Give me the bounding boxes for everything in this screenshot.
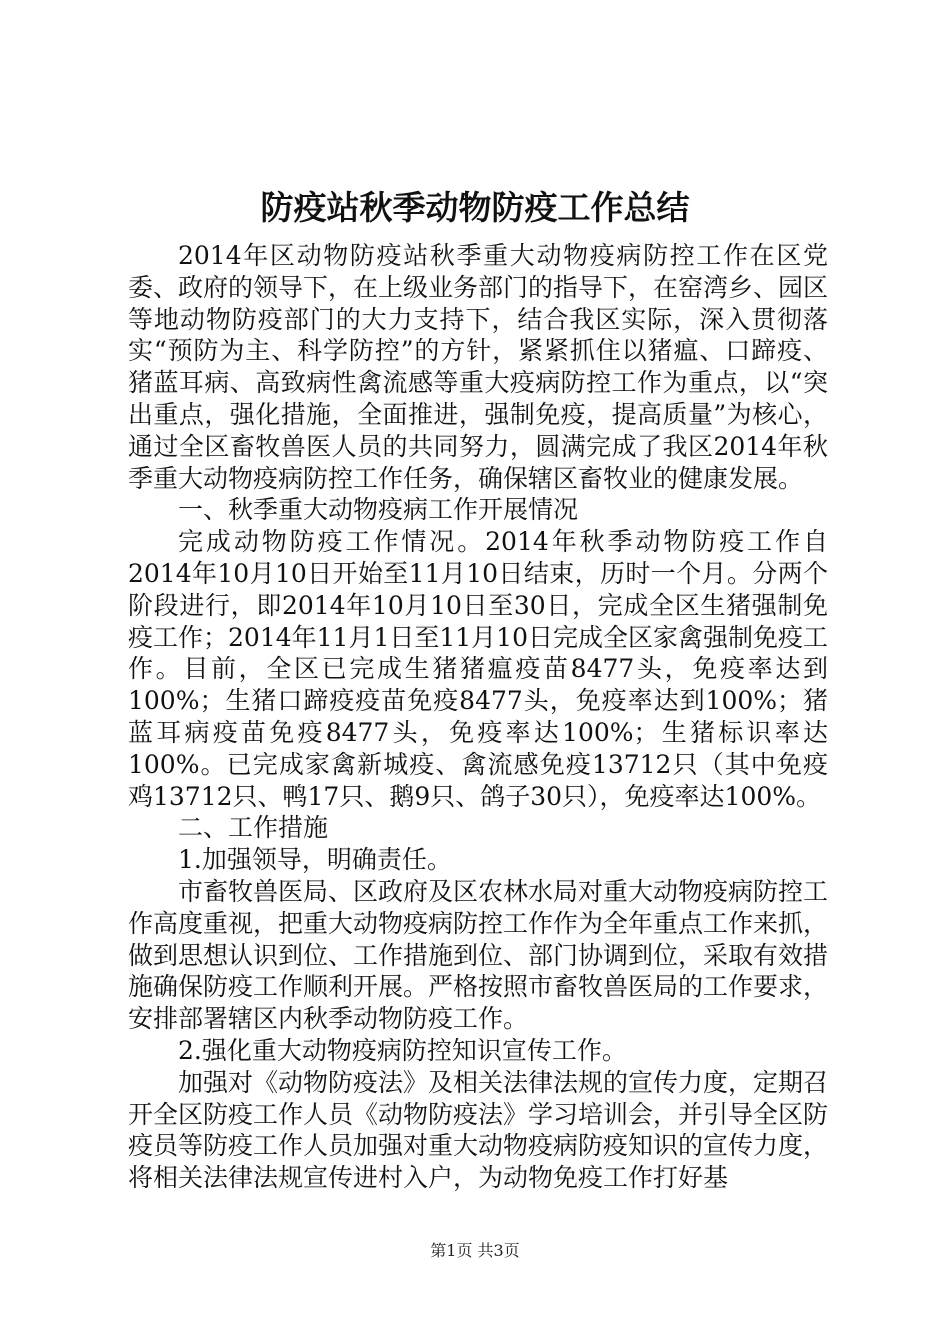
page-indicator: 第1页 共3页 [430,1241,520,1260]
subheading-leadership: 1.加强领导，明确责任。 [178,845,452,875]
section-heading-2: 二、工作措施 [178,813,329,843]
section-heading-1: 一、秋季重大动物疫病工作开展情况 [178,495,579,525]
document-body [128,240,828,1194]
paragraph-intro: 2014年区动物防疫站秋季重大动物疫病防控工作在区党委、政府的领导下，在上级业务部门的指导下，在窑湾乡、园区等地动物防疫部门的大力支持下，结合我区实际，深入贯彻落实“预防为主、科学防控”的方针，紧紧抓住以猪瘟、口蹄疫、猪蓝耳病、高致病性禽流感等重大疫病防控工作为重点，以“突出重点，强化措施，全面推进，强制免疫，提高质量”为核心，通过全区畜牧兽医人员的共同努力，圆满完成了我区2014年秋季重大动物疫病防控工作任务，确保辖区畜牧业的健康发展。 [128,241,829,493]
paragraph-vaccination-status: 完成动物防疫工作情况。2014年秋季动物防疫工作自2014年10月10日开始至11月10日结束，历时一个月。分两个阶段进行，即2014年10月10日至30日，完成全区生猪强制免疫工作；2014年11月1日至11月10日完成全区家禽强制免疫工作。目前，全区已完成生猪猪瘟疫苗8477头，免疫率达到100%；生猪口蹄疫疫苗免疫8477头，免疫率达到100%；猪蓝耳病疫苗免疫8477头，免疫率达100%；生猪标识率达100%。已完成家禽新城疫、禽流感免疫13712只（其中免疫鸡13712只、鸭17只、鹅9只、鸽子30只），免疫率达100%。 [128,527,828,811]
paragraph-leadership: 市畜牧兽医局、区政府及区农林水局对重大动物疫病防控工作高度重视，把重大动物疫病防控工作作为全年重点工作来抓，做到思想认识到位、工作措施到位、部门协调到位，采取有效措施确保防疫工作顺利开展。严格按照市畜牧兽医局的工作要求，安排部署辖区内秋季动物防疫工作。 [128,876,829,1034]
document-title: 防疫站秋季动物防疫工作总结 [260,188,690,227]
paragraph-publicity: 加强对《动物防疫法》及相关法律法规的宣传力度，定期召开全区防疫工作人员《动物防疫法》学习培训会，并引导全区防疫员等防疫工作人员加强对重大动物疫病防疫知识的宣传力度，将相关法律法规宣传进村入户，为动物免疫工作打好基 [128,1067,829,1193]
subheading-publicity: 2.强化重大动物疫病防控知识宣传工作。 [178,1035,627,1065]
